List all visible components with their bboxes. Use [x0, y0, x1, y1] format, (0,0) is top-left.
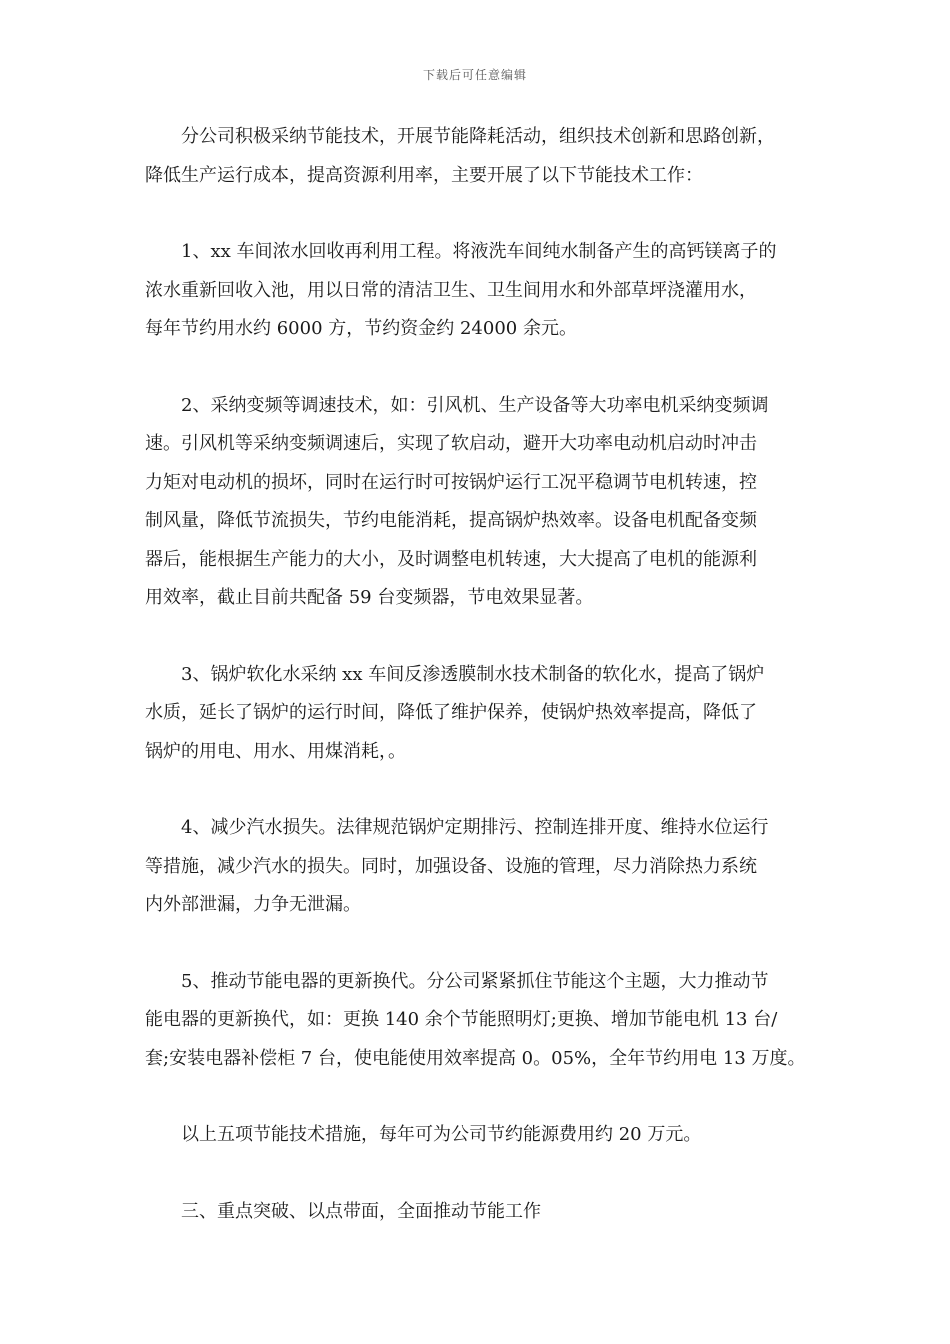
- text-line: 锅炉的用电、用水、用煤消耗，。: [145, 740, 406, 762]
- text-line: 每年节约用水约 6000 方，节约资金约 24000 余元。: [145, 318, 577, 339]
- text-line: 等措施，减少汽水的损失。同时，加强设备、设施的管理，尽力消除热力系统: [145, 855, 757, 877]
- document-body: [145, 118, 810, 1269]
- text-line: 1、xx 车间浓水回收再利用工程。将液洗车间纯水制备产生的高钙镁离子的: [181, 241, 777, 262]
- page-header: 下载后可任意编辑: [422, 68, 527, 82]
- paragraph-summary: [145, 1116, 810, 1155]
- text-line: 降低生产运行成本，提高资源利用率，主要开展了以下节能技术工作：: [145, 164, 703, 186]
- section-heading: [145, 1193, 810, 1232]
- text-line: 套;安装电器补偿柜 7 台，使电能使用效率提高 0。05%，全年节约用电 13 万度。: [145, 1047, 806, 1069]
- text-line: 3、锅炉软化水采纳 xx 车间反渗透膜制水技术制备的软化水，提高了锅炉: [181, 663, 765, 685]
- paragraph-intro: [145, 118, 810, 195]
- text-line: 浓水重新回收入池，用以日常的清洁卫生、卫生间用水和外部草坪浇灌用水，: [145, 279, 757, 301]
- text-line: 三、重点突破、以点带面，全面推动节能工作: [181, 1200, 541, 1222]
- paragraph-item-5: [145, 963, 810, 1079]
- paragraph-item-3: [145, 656, 810, 772]
- paragraph-item-2: [145, 387, 810, 618]
- text-line: 4、减少汽水损失。法律规范锅炉定期排污、控制连排开度、维持水位运行: [181, 817, 769, 838]
- text-line: 速。引风机等采纳变频调速后，实现了软启动，避开大功率电动机启动时冲击: [145, 433, 757, 454]
- text-line: 5、推动节能电器的更新换代。分公司紧紧抓住节能这个主题，大力推动节: [181, 970, 769, 992]
- text-line: 内外部泄漏，力争无泄漏。: [145, 894, 361, 915]
- paragraph-item-4: [145, 809, 810, 925]
- paragraph-item-1: [145, 233, 810, 349]
- text-line: 力矩对电动机的损坏，同时在运行时可按锅炉运行工况平稳调节电机转速，控: [145, 471, 757, 493]
- text-line: 分公司积极采纳节能技术，开展节能降耗活动，组织技术创新和思路创新，: [181, 126, 775, 147]
- text-line: 用效率，截止目前共配备 59 台变频器，节电效果显著。: [145, 587, 594, 608]
- text-line: 制风量，降低节流损失，节约电能消耗，提高锅炉热效率。设备电机配备变频: [145, 510, 757, 531]
- text-line: 能电器的更新换代，如：更换 140 余个节能照明灯;更换、增加节能电机 13 台/: [145, 1009, 778, 1030]
- text-line: 器后，能根据生产能力的大小，及时调整电机转速，大大提高了电机的能源利: [145, 548, 757, 570]
- text-line: 以上五项节能技术措施，每年可为公司节约能源费用约 20 万元。: [181, 1124, 702, 1145]
- text-line: 2、采纳变频等调速技术，如：引风机、生产设备等大功率电机采纳变频调: [181, 394, 769, 416]
- text-line: 水质，延长了锅炉的运行时间，降低了维护保养，使锅炉热效率提高，降低了: [145, 702, 757, 723]
